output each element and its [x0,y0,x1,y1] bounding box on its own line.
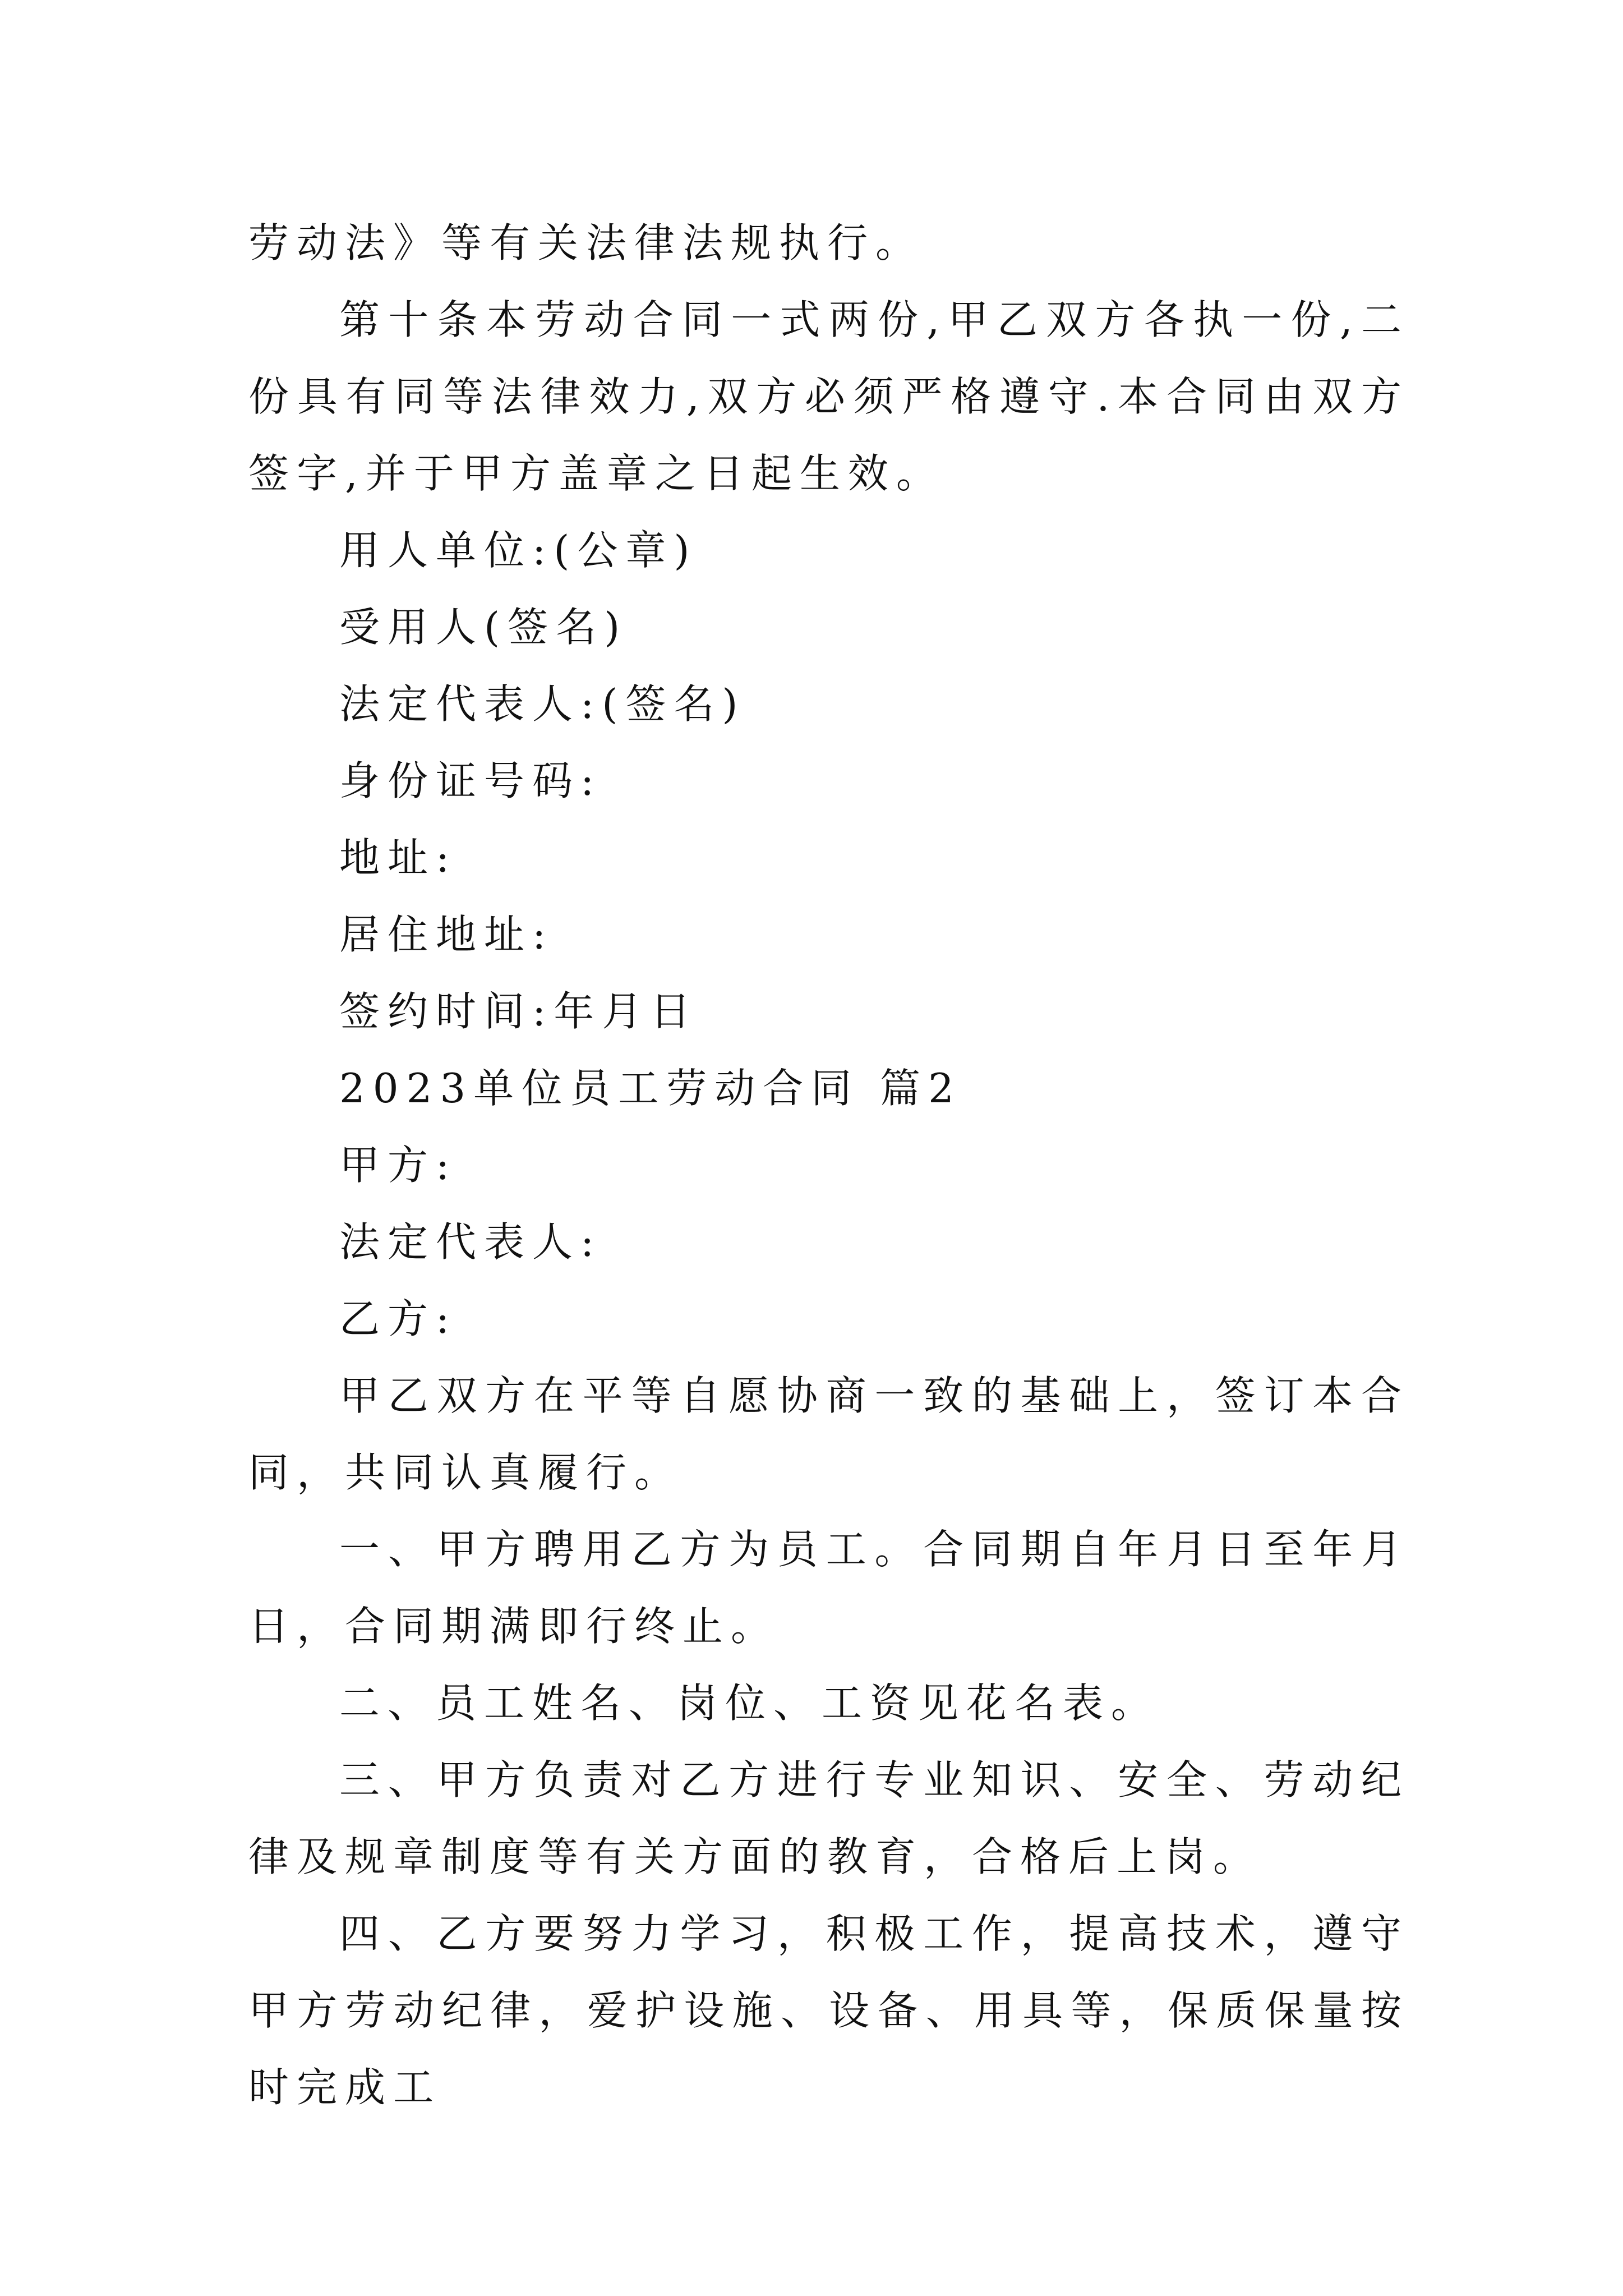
section-heading-contract-2: 2023单位员工劳动合同 篇2 [339,1065,962,1112]
field-legal-representative: 法定代表人: [339,1218,602,1266]
field-id-number: 身份证号码: [339,757,602,804]
clause-two: 二、员工姓名、岗位、工资见花名表。 [339,1680,1160,1727]
clause-four: 四、乙方要努力学习，积极工作，提高技术，遵守甲方劳动纪律，爱护设施、设备、用具等，保质保量按时完成工 [248,1910,1409,2111]
field-signing-date: 签约时间:年月日 [339,988,699,1035]
clause-one: 一、甲方聘用乙方为员工。合同期自年月日至年月日，合同期满即行终止。 [248,1526,1409,1650]
clause-three: 三、甲方负责对乙方进行专业知识、安全、劳动纪律及规章制度等有关方面的教育，合格后上岗。 [248,1756,1409,1880]
field-party-b: 乙方: [339,1295,458,1342]
paragraph-preamble: 甲乙双方在平等自愿协商一致的基础上，签订本合同，共同认真履行。 [248,1372,1409,1496]
document-body [248,205,1409,2126]
paragraph-article-ten: 第十条本劳动合同一式两份,甲乙双方各执一份,二份具有同等法律效力,双方必须严格遵守.本合同由双方签字,并于甲方盖章之日起生效。 [248,296,1409,497]
field-address: 地址: [339,834,458,881]
signature-legal-representative: 法定代表人:(签名) [339,680,746,728]
signature-employee: 受用人(签名) [339,604,628,651]
paragraph-continuation-labor-law: 劳动法》等有关法律法规执行。 [248,219,924,266]
field-residential-address: 居住地址: [339,911,554,958]
field-party-a: 甲方: [339,1142,458,1189]
signature-employer-seal: 用人单位:(公章) [339,527,698,574]
